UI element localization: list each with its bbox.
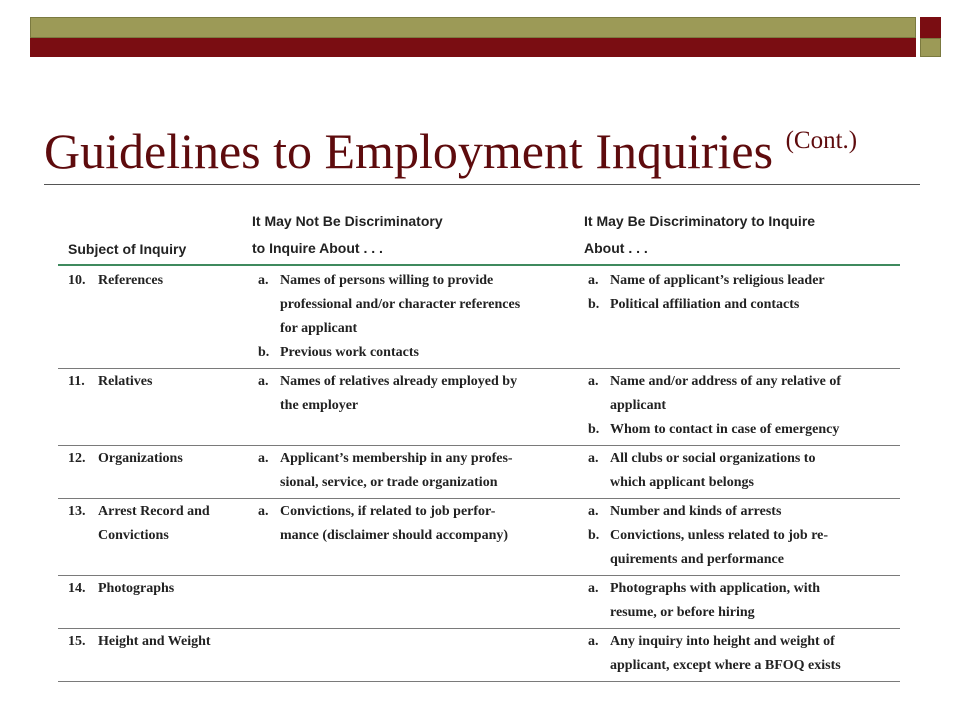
list-item (588, 447, 898, 495)
item-marker: a. (258, 504, 269, 519)
header-is-line1: It May Be Discriminatory to Inquire (584, 213, 816, 229)
subject-cell (68, 370, 152, 394)
item-text (610, 500, 898, 524)
item-text (610, 630, 898, 678)
item-text (610, 269, 898, 293)
discriminatory-cell (588, 269, 898, 317)
subject-line (68, 500, 210, 524)
table-row (58, 499, 900, 576)
header-not-discriminatory (252, 208, 443, 262)
item-marker: a. (588, 273, 599, 288)
discriminatory-cell (588, 577, 898, 625)
item-marker: a. (258, 451, 269, 466)
subject-cell (68, 500, 210, 548)
list-item (588, 269, 898, 293)
table-row (58, 576, 900, 629)
list-item (588, 418, 898, 442)
subject-cell (68, 577, 174, 601)
item-line: All clubs or social organizations to (610, 451, 816, 466)
table-row (58, 629, 900, 682)
item-line: Photographs with application, with (610, 581, 821, 596)
subject-text: Photographs (98, 581, 175, 596)
item-marker: a. (588, 504, 599, 519)
subject-cell (68, 447, 183, 471)
header-not-line2: to Inquire About . . . (252, 240, 383, 256)
item-line: quirements and performance (610, 552, 784, 567)
item-line: Convictions, unless related to job re- (610, 528, 829, 543)
table-row (58, 446, 900, 499)
item-text (610, 524, 898, 572)
item-marker: b. (588, 297, 600, 312)
item-text (610, 577, 898, 625)
item-text (610, 418, 898, 442)
item-line: Any inquiry into height and weight of (610, 634, 835, 649)
subject-text: Organizations (98, 451, 183, 466)
subject-text: Relatives (98, 374, 153, 389)
subject-number: 11. (68, 374, 85, 389)
item-marker: a. (588, 634, 599, 649)
item-line: the employer (280, 398, 359, 413)
subject-line (68, 577, 174, 601)
item-line: sional, service, or trade organization (280, 475, 498, 490)
discriminatory-cell (588, 500, 898, 572)
header-is-line2: About . . . (584, 240, 648, 256)
list-item (258, 500, 578, 548)
item-line: which applicant belongs (610, 475, 754, 490)
item-marker: b. (588, 528, 600, 543)
discriminatory-cell (588, 447, 898, 495)
discriminatory-cell (588, 630, 898, 678)
subject-number: 15. (68, 634, 86, 649)
item-line: mance (disclaimer should accompany) (280, 528, 509, 543)
subject-number: 14. (68, 581, 86, 596)
item-line: Names of relatives already employed by (280, 374, 518, 389)
header-not-line1: It May Not Be Discriminatory (252, 213, 443, 229)
item-line: Number and kinds of arrests (610, 504, 782, 519)
list-item (258, 341, 578, 365)
list-item (588, 577, 898, 625)
subject-line (68, 269, 163, 293)
list-item (258, 269, 578, 341)
item-line: Names of persons willing to provide (280, 273, 494, 288)
not-discriminatory-cell (258, 370, 578, 418)
item-line: Name and/or address of any relative of (610, 374, 841, 389)
item-text (610, 293, 898, 317)
list-item (588, 500, 898, 524)
list-item (588, 370, 898, 418)
item-text (280, 341, 578, 365)
table-row (58, 369, 900, 446)
slide-title (44, 108, 944, 184)
header-subject: Subject of Inquiry (68, 241, 187, 257)
item-line: for applicant (280, 321, 358, 336)
subject-number: 12. (68, 451, 86, 466)
slide-title-text: Guidelines to Employment Inquiries (44, 123, 774, 179)
item-line: resume, or before hiring (610, 605, 755, 620)
subject-line (68, 447, 183, 471)
item-line: applicant, except where a BFOQ exists (610, 658, 841, 673)
slide-title-suffix: (Cont.) (785, 127, 858, 154)
item-text (280, 447, 578, 495)
discriminatory-cell (588, 370, 898, 442)
subject-text: Height and Weight (98, 634, 211, 649)
item-marker: b. (258, 345, 270, 360)
item-text (280, 500, 578, 548)
subject-number: 10. (68, 273, 86, 288)
table-row (58, 268, 900, 369)
subject-line (68, 370, 152, 394)
item-line: Name of applicant’s religious leader (610, 273, 825, 288)
title-underline (44, 184, 920, 185)
item-marker: a. (588, 581, 599, 596)
item-marker: a. (588, 374, 599, 389)
item-text (280, 370, 578, 418)
top-olive-bar (30, 17, 916, 38)
subject-cell (68, 630, 211, 654)
item-text (610, 370, 898, 418)
item-text (280, 269, 578, 341)
item-text (610, 447, 898, 495)
subject-text: References (98, 273, 164, 288)
corner-olive-square (920, 38, 941, 57)
row-divider (58, 681, 900, 682)
list-item (588, 524, 898, 572)
item-marker: a. (258, 273, 269, 288)
item-marker: a. (258, 374, 269, 389)
item-marker: a. (588, 451, 599, 466)
subject-text: Convictions (98, 528, 169, 543)
list-item (258, 447, 578, 495)
subject-line (68, 630, 211, 654)
subject-cell (68, 269, 163, 293)
top-maroon-bar (30, 38, 916, 57)
list-item (588, 630, 898, 678)
item-line: Applicant’s membership in any profes- (280, 451, 513, 466)
subject-number: 13. (68, 504, 86, 519)
subject-text: Arrest Record and (98, 504, 210, 519)
item-line: professional and/or character references (280, 297, 521, 312)
not-discriminatory-cell (258, 269, 578, 365)
header-discriminatory (584, 208, 815, 262)
item-marker: b. (588, 422, 600, 437)
list-item (588, 293, 898, 317)
item-line: Convictions, if related to job perfor- (280, 504, 496, 519)
item-line: Political affiliation and contacts (610, 297, 800, 312)
header-rule (58, 264, 900, 266)
item-line: Previous work contacts (280, 345, 419, 360)
list-item (258, 370, 578, 418)
corner-maroon-square (920, 17, 941, 38)
item-line: applicant (610, 398, 667, 413)
item-line: Whom to contact in case of emergency (610, 422, 840, 437)
not-discriminatory-cell (258, 447, 578, 495)
not-discriminatory-cell (258, 500, 578, 548)
